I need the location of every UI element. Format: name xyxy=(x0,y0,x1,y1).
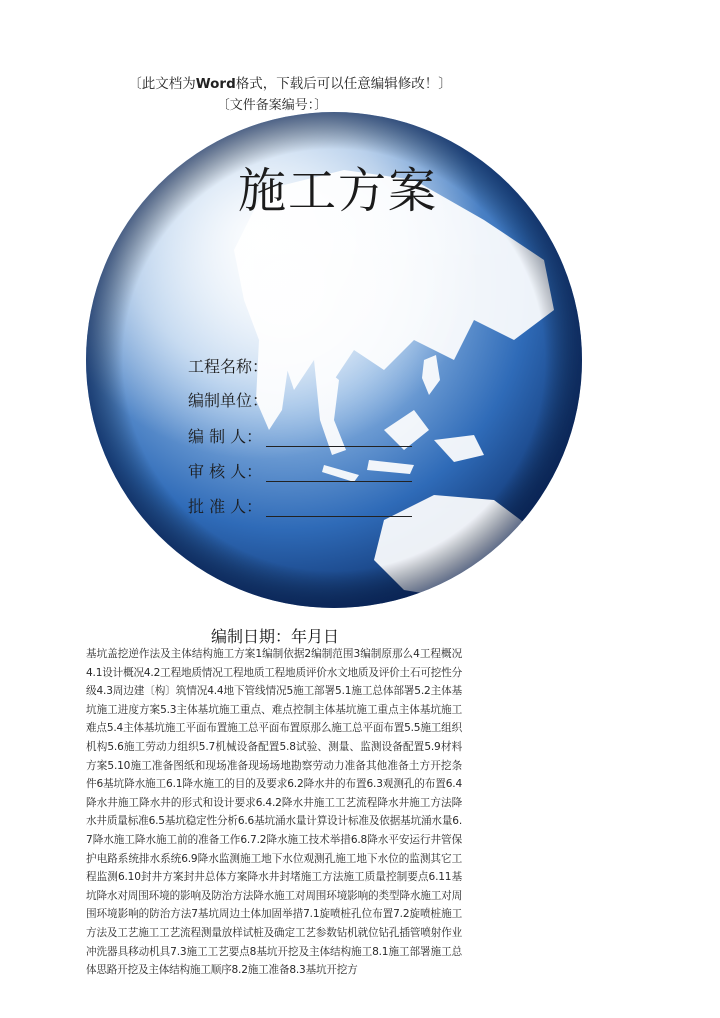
organization-field xyxy=(188,388,268,411)
organization-label: 编制单位： xyxy=(188,391,269,410)
reviewed-by-line xyxy=(266,465,412,482)
prepared-by-field xyxy=(188,424,412,447)
approved-by-label: 批 准 人： xyxy=(188,497,263,516)
project-name-field xyxy=(188,354,268,377)
page-title: 施工方案 xyxy=(238,163,439,219)
compile-date: 编制日期：年月日 xyxy=(211,627,340,646)
format-note xyxy=(0,72,650,92)
file-record-number: 〔文件备案编号：〕 xyxy=(216,98,328,113)
format-note-word: Word xyxy=(195,76,236,92)
reviewed-by-label: 审 核 人： xyxy=(188,462,263,481)
reviewed-by-field xyxy=(188,459,412,482)
prepared-by-label: 编 制 人： xyxy=(188,427,263,446)
approved-by-field xyxy=(188,494,412,517)
approved-by-line xyxy=(266,500,412,517)
table-of-contents-text: 基坑盖挖逆作法及主体结构施工方案1编制依据2编制范围3编制原那么4工程概况4.1设计概况4.2工程地质情况工程地质工程地质评价水文地质及评价土石可挖性分级4.3周边建〔构〕筑情况4.4地下管线情况5施工部署5.1施工总体部署5.2主体基坑施工进度方案5.3主体基坑施工重点、难点控制主体基坑施工重点主体基坑施工难点5.4主体基坑施工平面布置施工总平面布置原那么施工总平面布置5.5施工组织机构5.6施工劳动力组织5.7机械设备配置5.8试验、测量、监测设备配置5.9材料方案5.10施工准备图纸和现场准备现场场地勘察劳动力准备其他准备土方开挖条件6基坑降水施工6.1降水施工的目的及要求6.2降水井的布置6.3观测孔的布置6.4降水井施工降水井的形式和设计要求6.4.2降水井施工工艺流程降水井施工方法降水井质量标准6.5基坑稳定性分析6.6基坑涌水量计算设计标准及依据基坑涌水量6.7降水施工降水施工前的准备工作6.7.2降水施工技术举措6.8降水平安运行井管保护电路系统排水系统6.9降水监测施工地下水位观测孔施工地下水位的监测其它工程监测6.10封井方案封井总体方案降水井封堵施工方法施工质量控制要点6.11基坑降水对周围环境的影响及防治方法降水施工对周围环境影响的类型降水施工对周围环境影响的防治方法7基坑周边土体加固举措7.1旋喷桩孔位布置7.2旋喷桩施工方法及工艺施工工艺流程测量放样试桩及确定工艺参数钻机就位钻孔插管喷射作业冲洗器具移动机具7.3施工工艺要点8基坑开挖及主体结构施工8.1施工部署施工总体思路开挖及主体结构施工顺序8.2施工准备8.3基坑开挖方 xyxy=(86,648,462,977)
project-name-label: 工程名称： xyxy=(188,357,269,376)
prepared-by-line xyxy=(266,430,412,447)
format-note-suffix: 格式，下载后可以任意编辑修改！〕 xyxy=(235,76,452,92)
format-note-prefix: 〔此文档为 xyxy=(128,76,196,92)
